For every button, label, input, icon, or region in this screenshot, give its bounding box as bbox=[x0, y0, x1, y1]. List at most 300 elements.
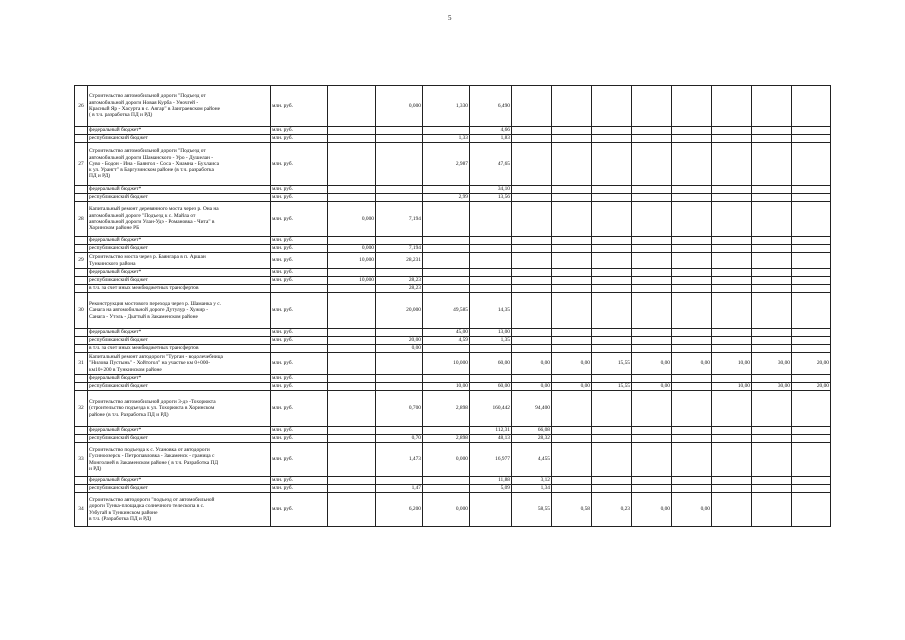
description-line: федеральный бюджет* bbox=[89, 269, 142, 276]
table-row bbox=[75, 285, 831, 293]
value-cell bbox=[552, 186, 592, 194]
value-cell bbox=[512, 245, 552, 253]
description-cell bbox=[88, 337, 271, 345]
row-number-cell bbox=[75, 245, 88, 253]
value-cell bbox=[712, 253, 752, 269]
value-cell bbox=[592, 285, 632, 293]
value-cell: 0,000 bbox=[328, 245, 376, 253]
description-line: районе (в т.ч. Разработка ПД и РД) bbox=[89, 411, 169, 418]
value-cell: 2,898 bbox=[423, 435, 470, 443]
value-cell: 3,12 bbox=[512, 477, 552, 485]
value-cell bbox=[632, 391, 672, 427]
value-cell bbox=[632, 285, 672, 293]
value-cell bbox=[752, 253, 792, 269]
description-line: Строительство автодороги "подъезд от автомобильной bbox=[89, 496, 215, 503]
value-cell bbox=[672, 345, 712, 353]
row-number-cell bbox=[75, 186, 88, 194]
value-cell bbox=[712, 493, 752, 527]
description-line: Тункинского района bbox=[89, 260, 136, 267]
description-cell bbox=[88, 477, 271, 485]
value-cell bbox=[423, 277, 470, 285]
value-cell: 6,200 bbox=[376, 493, 423, 527]
value-cell bbox=[632, 245, 672, 253]
value-cell bbox=[632, 269, 672, 277]
value-cell bbox=[792, 443, 831, 477]
row-number-cell bbox=[75, 337, 88, 345]
value-cell bbox=[512, 135, 552, 143]
value-cell: 66,08 bbox=[512, 427, 552, 435]
description-line: республиканский бюджет bbox=[89, 135, 148, 142]
value-cell bbox=[672, 237, 712, 245]
description-cell bbox=[88, 186, 271, 194]
value-cell bbox=[552, 143, 592, 186]
value-cell bbox=[792, 194, 831, 202]
value-cell bbox=[632, 277, 672, 285]
value-cell: 0,00 bbox=[632, 493, 672, 527]
value-cell: 1,47 bbox=[376, 485, 423, 493]
description-line: к ул. Урангт" в Баргузинском районе (в т.ч. разработка bbox=[89, 167, 214, 174]
value-cell bbox=[592, 293, 632, 329]
value-cell bbox=[672, 391, 712, 427]
table-row bbox=[75, 127, 831, 135]
value-cell bbox=[592, 253, 632, 269]
value-cell bbox=[752, 127, 792, 135]
description-cell bbox=[88, 353, 271, 375]
value-cell: 28,23 bbox=[376, 285, 423, 293]
unit-cell: млн. руб. bbox=[271, 277, 328, 285]
table-row bbox=[75, 293, 831, 329]
value-cell bbox=[792, 345, 831, 353]
value-cell: 0,00 bbox=[512, 383, 552, 391]
table-row bbox=[75, 435, 831, 443]
value-cell bbox=[512, 277, 552, 285]
row-number-cell: 32 bbox=[75, 391, 88, 427]
value-cell bbox=[328, 391, 376, 427]
table-row bbox=[75, 391, 831, 427]
value-cell bbox=[552, 293, 592, 329]
row-number-cell bbox=[75, 269, 88, 277]
description-cell bbox=[88, 285, 271, 293]
value-cell bbox=[752, 269, 792, 277]
value-cell bbox=[792, 485, 831, 493]
value-cell bbox=[752, 485, 792, 493]
value-cell bbox=[592, 345, 632, 353]
row-number-cell: 27 bbox=[75, 143, 88, 186]
unit-cell: млн. руб. bbox=[271, 202, 328, 237]
value-cell bbox=[552, 391, 592, 427]
value-cell bbox=[712, 135, 752, 143]
value-cell bbox=[712, 245, 752, 253]
value-cell bbox=[792, 186, 831, 194]
value-cell bbox=[328, 237, 376, 245]
value-cell bbox=[632, 202, 672, 237]
unit-cell: млн. руб. bbox=[271, 383, 328, 391]
value-cell bbox=[376, 383, 423, 391]
row-number-cell: 28 bbox=[75, 202, 88, 237]
value-cell bbox=[672, 194, 712, 202]
row-number-cell bbox=[75, 345, 88, 353]
table-row bbox=[75, 383, 831, 391]
description-line: Хоринском районе РБ bbox=[89, 225, 140, 232]
value-cell bbox=[552, 269, 592, 277]
value-cell bbox=[592, 143, 632, 186]
value-cell bbox=[592, 435, 632, 443]
value-cell bbox=[423, 427, 470, 435]
value-cell bbox=[752, 337, 792, 345]
unit-cell: млн. руб. bbox=[271, 391, 328, 427]
value-cell bbox=[423, 253, 470, 269]
description-line: Капитальный ремонт автодороги "Турган - водолечебница bbox=[89, 354, 223, 361]
value-cell bbox=[752, 245, 792, 253]
value-cell bbox=[328, 485, 376, 493]
value-cell: 0,00 bbox=[552, 353, 592, 375]
description-line: Монголией в Закаменском районе ( в т.ч. Разработка ПД bbox=[89, 459, 219, 466]
description-line: Санага - Утэль - Дыгтый в Закаменском районе bbox=[89, 313, 198, 320]
unit-cell: млн. руб. bbox=[271, 269, 328, 277]
value-cell bbox=[792, 337, 831, 345]
table-row bbox=[75, 353, 831, 375]
value-cell bbox=[552, 329, 592, 337]
value-cell bbox=[592, 237, 632, 245]
value-cell bbox=[672, 383, 712, 391]
value-cell: 0,00 bbox=[376, 345, 423, 353]
value-cell bbox=[752, 427, 792, 435]
value-cell bbox=[672, 435, 712, 443]
table-row bbox=[75, 253, 831, 269]
value-cell: 60,00 bbox=[470, 383, 512, 391]
description-cell bbox=[88, 245, 271, 253]
description-line: республиканский бюджет bbox=[89, 277, 148, 284]
value-cell: 1,83 bbox=[470, 135, 512, 143]
value-cell bbox=[328, 443, 376, 477]
value-cell: 112,31 bbox=[470, 427, 512, 435]
value-cell bbox=[592, 427, 632, 435]
value-cell: 0,00 bbox=[552, 383, 592, 391]
value-cell: 0,00 bbox=[672, 353, 712, 375]
description-line: (строительство подъезда к ул. Тохорюкта в Хоринском bbox=[89, 405, 215, 412]
table-row bbox=[75, 375, 831, 383]
description-line: федеральный бюджет* bbox=[89, 186, 142, 193]
value-cell bbox=[512, 329, 552, 337]
description-cell bbox=[88, 269, 271, 277]
value-cell bbox=[512, 202, 552, 237]
value-cell: 20,000 bbox=[376, 293, 423, 329]
description-line: республиканский бюджет bbox=[89, 383, 148, 390]
value-cell bbox=[592, 485, 632, 493]
value-cell bbox=[592, 194, 632, 202]
value-cell: 28,23 bbox=[376, 277, 423, 285]
value-cell bbox=[552, 427, 592, 435]
row-number-cell bbox=[75, 477, 88, 485]
unit-cell: млн. руб. bbox=[271, 253, 328, 269]
value-cell bbox=[752, 293, 792, 329]
table-row bbox=[75, 493, 831, 527]
description-line: федеральный бюджет* bbox=[89, 427, 142, 434]
value-cell: 2,898 bbox=[423, 391, 470, 427]
value-cell bbox=[792, 127, 831, 135]
table-row bbox=[75, 477, 831, 485]
value-cell bbox=[712, 285, 752, 293]
description-cell bbox=[88, 345, 271, 353]
value-cell bbox=[632, 375, 672, 383]
description-line: Строительство автомобильной дороги "Подъезд от bbox=[89, 93, 206, 100]
value-cell: 0,00 bbox=[512, 353, 552, 375]
table-row bbox=[75, 337, 831, 345]
description-cell bbox=[88, 277, 271, 285]
value-cell: 0,000 bbox=[423, 443, 470, 477]
description-line: автомобильной дороги Шаманского - Уро - Душелан - bbox=[89, 154, 214, 161]
value-cell bbox=[512, 269, 552, 277]
value-cell bbox=[592, 375, 632, 383]
value-cell: 0,00 bbox=[632, 353, 672, 375]
value-cell bbox=[632, 237, 672, 245]
value-cell: 7,194 bbox=[376, 202, 423, 237]
value-cell: 0,23 bbox=[592, 493, 632, 527]
value-cell bbox=[752, 194, 792, 202]
value-cell bbox=[470, 253, 512, 269]
value-cell: 7,194 bbox=[376, 245, 423, 253]
value-cell bbox=[592, 337, 632, 345]
description-line: Красный Яр - Хасурта в с. Аягар" в Заиграевском районе bbox=[89, 106, 220, 112]
value-cell bbox=[470, 345, 512, 353]
value-cell bbox=[752, 391, 792, 427]
value-cell bbox=[632, 329, 672, 337]
unit-cell: млн. руб. bbox=[271, 337, 328, 345]
description-line: Строительство моста через р. Баянгара в п. Аршан bbox=[89, 254, 206, 261]
description-cell bbox=[88, 293, 271, 329]
value-cell: 45,00 bbox=[423, 329, 470, 337]
description-cell bbox=[88, 375, 271, 383]
value-cell bbox=[592, 269, 632, 277]
value-cell bbox=[552, 277, 592, 285]
value-cell bbox=[672, 337, 712, 345]
unit-cell: млн. руб. bbox=[271, 375, 328, 383]
value-cell: 0,00 bbox=[632, 383, 672, 391]
value-cell bbox=[792, 245, 831, 253]
row-number-cell bbox=[75, 435, 88, 443]
unit-cell: млн. руб. bbox=[271, 427, 328, 435]
value-cell bbox=[423, 485, 470, 493]
value-cell bbox=[470, 285, 512, 293]
value-cell bbox=[792, 135, 831, 143]
row-number-cell: 29 bbox=[75, 253, 88, 269]
value-cell bbox=[672, 127, 712, 135]
value-cell: 58,55 bbox=[512, 493, 552, 527]
value-cell: 28,231 bbox=[376, 253, 423, 269]
row-number-cell bbox=[75, 127, 88, 135]
table-row bbox=[75, 427, 831, 435]
value-cell bbox=[328, 435, 376, 443]
value-cell bbox=[672, 269, 712, 277]
value-cell bbox=[376, 143, 423, 186]
value-cell bbox=[512, 375, 552, 383]
row-number-cell: 30 bbox=[75, 293, 88, 329]
value-cell bbox=[376, 194, 423, 202]
value-cell bbox=[376, 186, 423, 194]
value-cell bbox=[632, 443, 672, 477]
description-line: автомобильной дороги Новая Курба - Уночгей - bbox=[89, 99, 199, 106]
value-cell bbox=[792, 493, 831, 527]
value-cell bbox=[632, 143, 672, 186]
value-cell: 2,99 bbox=[423, 194, 470, 202]
description-line: Строительство автомобильной дороги 3-дэ -Тохорюкта bbox=[89, 399, 216, 406]
value-cell: 1,33 bbox=[423, 135, 470, 143]
row-number-cell bbox=[75, 427, 88, 435]
value-cell bbox=[672, 277, 712, 285]
description-line: республиканский бюджет bbox=[89, 245, 148, 252]
value-cell bbox=[752, 237, 792, 245]
value-cell bbox=[672, 375, 712, 383]
value-cell bbox=[552, 443, 592, 477]
value-cell bbox=[752, 285, 792, 293]
description-cell bbox=[88, 391, 271, 427]
value-cell bbox=[792, 86, 831, 127]
value-cell bbox=[376, 269, 423, 277]
value-cell bbox=[328, 186, 376, 194]
value-cell bbox=[712, 202, 752, 237]
unit-cell: млн. руб. bbox=[271, 353, 328, 375]
value-cell bbox=[328, 353, 376, 375]
value-cell bbox=[470, 245, 512, 253]
unit-cell: млн. руб. bbox=[271, 485, 328, 493]
value-cell bbox=[552, 345, 592, 353]
description-line: Узбугай в Тункинском районе bbox=[89, 509, 158, 516]
table-row bbox=[75, 143, 831, 186]
value-cell bbox=[712, 269, 752, 277]
table-row bbox=[75, 245, 831, 253]
value-cell bbox=[328, 135, 376, 143]
value-cell: 13,56 bbox=[470, 194, 512, 202]
description-line: Суво - Бодон - Ина - Баянгол - Соса - Хиамна - Бухлаиса bbox=[89, 160, 219, 167]
description-line: федеральный бюджет* bbox=[89, 329, 142, 336]
value-cell bbox=[512, 253, 552, 269]
unit-cell: млн. руб. bbox=[271, 477, 328, 485]
row-number-cell: 26 bbox=[75, 86, 88, 127]
description-line: республиканский бюджет bbox=[89, 194, 148, 201]
value-cell bbox=[712, 277, 752, 285]
value-cell bbox=[712, 427, 752, 435]
description-line: в т.ч. за счет иных межбюджетных трансфертов bbox=[89, 345, 199, 352]
value-cell bbox=[423, 345, 470, 353]
value-cell: 0,58 bbox=[552, 493, 592, 527]
value-cell bbox=[632, 253, 672, 269]
value-cell bbox=[792, 427, 831, 435]
table-row bbox=[75, 443, 831, 477]
value-cell bbox=[712, 435, 752, 443]
value-cell bbox=[712, 86, 752, 127]
row-number-cell bbox=[75, 194, 88, 202]
table-row bbox=[75, 269, 831, 277]
value-cell: 1,34 bbox=[512, 485, 552, 493]
value-cell bbox=[752, 277, 792, 285]
value-cell bbox=[592, 86, 632, 127]
value-cell bbox=[328, 329, 376, 337]
value-cell bbox=[672, 293, 712, 329]
value-cell bbox=[712, 186, 752, 194]
value-cell bbox=[672, 135, 712, 143]
value-cell bbox=[792, 253, 831, 269]
value-cell: 0,70 bbox=[376, 435, 423, 443]
description-line: Санага на автомобильной дороге Дутулур - Хужир - bbox=[89, 307, 209, 314]
value-cell bbox=[423, 186, 470, 194]
value-cell bbox=[552, 127, 592, 135]
value-cell: 30,00 bbox=[752, 383, 792, 391]
description-line: ( в т.ч. разработка ПД и РД) bbox=[89, 112, 153, 119]
value-cell bbox=[672, 427, 712, 435]
description-cell bbox=[88, 253, 271, 269]
value-cell: 28,32 bbox=[512, 435, 552, 443]
value-cell bbox=[328, 383, 376, 391]
description-cell bbox=[88, 435, 271, 443]
description-line: Строительство подъезда к с. Усановка от автодороги bbox=[89, 446, 210, 453]
value-cell bbox=[328, 86, 376, 127]
description-line: в т.ч. за счет иных межбюджетных трансфертов bbox=[89, 285, 199, 292]
value-cell bbox=[632, 135, 672, 143]
value-cell bbox=[552, 375, 592, 383]
description-line: Капитальный ремонт деревянного моста через р. Она на bbox=[89, 206, 219, 213]
value-cell bbox=[552, 194, 592, 202]
table-row bbox=[75, 277, 831, 285]
value-cell: 15,55 bbox=[592, 353, 632, 375]
value-cell bbox=[752, 477, 792, 485]
value-cell bbox=[552, 202, 592, 237]
value-cell bbox=[712, 391, 752, 427]
unit-cell: млн. руб. bbox=[271, 143, 328, 186]
value-cell bbox=[672, 329, 712, 337]
value-cell bbox=[672, 143, 712, 186]
value-cell bbox=[752, 493, 792, 527]
value-cell: 1,35 bbox=[470, 337, 512, 345]
description-cell bbox=[88, 143, 271, 186]
value-cell bbox=[712, 143, 752, 186]
value-cell bbox=[792, 477, 831, 485]
value-cell bbox=[632, 186, 672, 194]
value-cell bbox=[592, 391, 632, 427]
value-cell bbox=[328, 345, 376, 353]
value-cell bbox=[512, 143, 552, 186]
value-cell bbox=[376, 329, 423, 337]
value-cell bbox=[552, 337, 592, 345]
value-cell: 10,000 bbox=[328, 253, 376, 269]
value-cell: 10,00 bbox=[712, 383, 752, 391]
value-cell: 0,700 bbox=[376, 391, 423, 427]
value-cell: 6,490 bbox=[470, 86, 512, 127]
unit-cell: млн. руб. bbox=[271, 127, 328, 135]
value-cell: 20,00 bbox=[792, 383, 831, 391]
value-cell bbox=[592, 329, 632, 337]
description-line: республиканский бюджет bbox=[89, 485, 148, 492]
unit-cell: млн. руб. bbox=[271, 493, 328, 527]
value-cell: 4,59 bbox=[423, 337, 470, 345]
value-cell bbox=[632, 435, 672, 443]
value-cell bbox=[552, 86, 592, 127]
value-cell bbox=[423, 245, 470, 253]
value-cell bbox=[552, 253, 592, 269]
value-cell bbox=[592, 127, 632, 135]
value-cell bbox=[672, 443, 712, 477]
value-cell bbox=[592, 277, 632, 285]
value-cell bbox=[552, 237, 592, 245]
value-cell bbox=[423, 269, 470, 277]
value-cell bbox=[423, 237, 470, 245]
value-cell bbox=[752, 135, 792, 143]
row-number-cell bbox=[75, 485, 88, 493]
description-line: федеральный бюджет* bbox=[89, 127, 142, 134]
value-cell bbox=[512, 337, 552, 345]
value-cell bbox=[792, 435, 831, 443]
value-cell bbox=[752, 186, 792, 194]
description-line: дороги Тунка-площадка солнечного телескопа в с. bbox=[89, 503, 205, 510]
